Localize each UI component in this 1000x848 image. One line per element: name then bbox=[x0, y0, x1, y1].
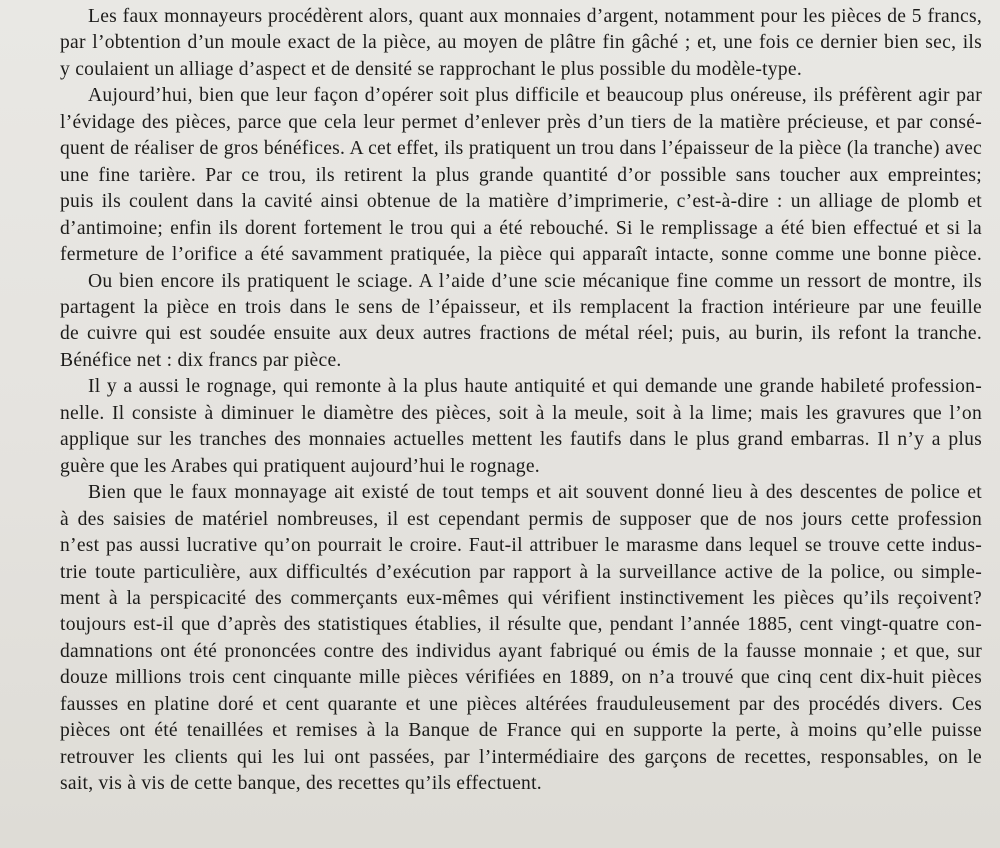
text-line: retrouver les clients qui les lui ont passées, par l’intermédiaire des garçons de recettes, responsables, on le bbox=[60, 746, 982, 768]
text-line: guère que les Arabes qui pratiquent aujourd’hui le rognage. bbox=[60, 455, 540, 477]
text-line: quent de réaliser de gros bénéfices. A cet effet, ils pratiquent un trou dans l’épaisseur de la pièce (la tranche) avec bbox=[60, 138, 982, 160]
text-line: fermeture de l’orifice a été savamment pratiquée, la pièce qui apparaît intacte, sonne comme une bonne pièce. bbox=[60, 244, 982, 266]
text-line: à des saisies de matériel nombreuses, il est cependant permis de supposer que de nos jours cette profession bbox=[60, 508, 982, 530]
text-line: sait, vis à vis de cette banque, des recettes qu’ils effectuent. bbox=[60, 773, 542, 795]
text-line: une fine tarière. Par ce trou, ils retirent la plus grande quantité d’or possible sans toucher aux empreintes; bbox=[60, 164, 982, 186]
paragraph-1 bbox=[42, 4, 982, 83]
text-line: n’est pas aussi lucrative qu’on pourrait le croire. Faut-il attribuer le marasme dans lequel se trouve cette indus- bbox=[60, 535, 982, 557]
text-line: Il y a aussi le rognage, qui remonte à la plus haute antiquité et qui demande une grande habileté profession- bbox=[88, 376, 982, 398]
text-line: trie toute particulière, aux difficultés d’exécution par rapport à la surveillance active de la police, ou simple- bbox=[60, 561, 982, 583]
paragraph-5 bbox=[42, 480, 982, 797]
paragraph-2 bbox=[42, 83, 982, 268]
paragraph-4 bbox=[42, 374, 982, 480]
text-line: damnations ont été prononcées contre des individus ayant fabriqué ou émis de la fausse monnaie ; et que, sur bbox=[60, 640, 982, 662]
text-line: Les faux monnayeurs procédèrent alors, quant aux monnaies d’argent, notamment pour les pièces de 5 francs, bbox=[88, 6, 982, 27]
text-line: Ou bien encore ils pratiquent le sciage. A l’aide d’une scie mécanique fine comme un ressort de montre, ils bbox=[88, 270, 982, 292]
text-line: pièces ont été tenaillées et remises à la Banque de France qui en supporte la perte, à moins qu’elle puisse bbox=[60, 720, 982, 742]
text-line: puis ils coulent dans la cavité ainsi obtenue de la matière d’imprimerie, c’est-à-dire : un alliage de plomb et bbox=[60, 191, 982, 213]
text-line: Bien que le faux monnayage ait existé de tout temps et ait souvent donné lieu à des descentes de police et bbox=[88, 482, 982, 504]
text-line: Aujourd’hui, bien que leur façon d’opérer soit plus difficile et beaucoup plus onéreuse, ils préfèrent agir par bbox=[88, 85, 982, 107]
text-line: ment à la perspicacité des commerçants eux-mêmes qui vérifient instinctivement les pièces qu’ils reçoivent? bbox=[60, 587, 982, 609]
text-line: l’évidage des pièces, parce que cela leur permet d’enlever près d’un tiers de la matière précieuse, et par consé- bbox=[60, 111, 982, 133]
text-line: d’antimoine; enfin ils dorent fortement le trou qui a été rebouché. Si le remplissage a été bien effectué et si la bbox=[60, 217, 982, 239]
text-line: par l’obtention d’un moule exact de la pièce, au moyen de plâtre fin gâché ; et, une fois ce dernier bien sec, ils bbox=[60, 32, 982, 54]
text-line: applique sur les tranches des monnaies actuelles mettent les fautifs dans le plus grand embarras. Il n’y a plus bbox=[60, 429, 982, 451]
text-line: fausses en platine doré et cent quarante et une pièces altérées frauduleusement par des procédés divers. Ces bbox=[60, 693, 982, 715]
text-line: Bénéfice net : dix francs par pièce. bbox=[60, 349, 342, 371]
text-line: nelle. Il consiste à diminuer le diamètre des pièces, soit à la meule, soit à la lime; mais les gravures que l’on bbox=[60, 402, 982, 424]
text-line: de cuivre qui est soudée ensuite aux deux autres fractions de métal réel; puis, au burin, ils refont la tranche. bbox=[60, 323, 982, 345]
text-line: toujours est-il que d’après des statistiques établies, il résulte que, pendant l’année 1885, cent vingt-quatre con- bbox=[60, 614, 982, 636]
paragraph-3 bbox=[42, 269, 982, 375]
text-line: partagent la pièce en trois dans le sens de l’épaisseur, et ils remplacent la fraction intérieure par une feuille bbox=[60, 296, 982, 318]
text-line: douze millions trois cent cinquante mille pièces vérifiées en 1889, on n’a trouvé que cinq cent dix-huit pièces bbox=[60, 667, 982, 689]
text-line: y coulaient un alliage d’aspect et de densité se rapprochant le plus possible du modèle-type. bbox=[60, 58, 802, 80]
